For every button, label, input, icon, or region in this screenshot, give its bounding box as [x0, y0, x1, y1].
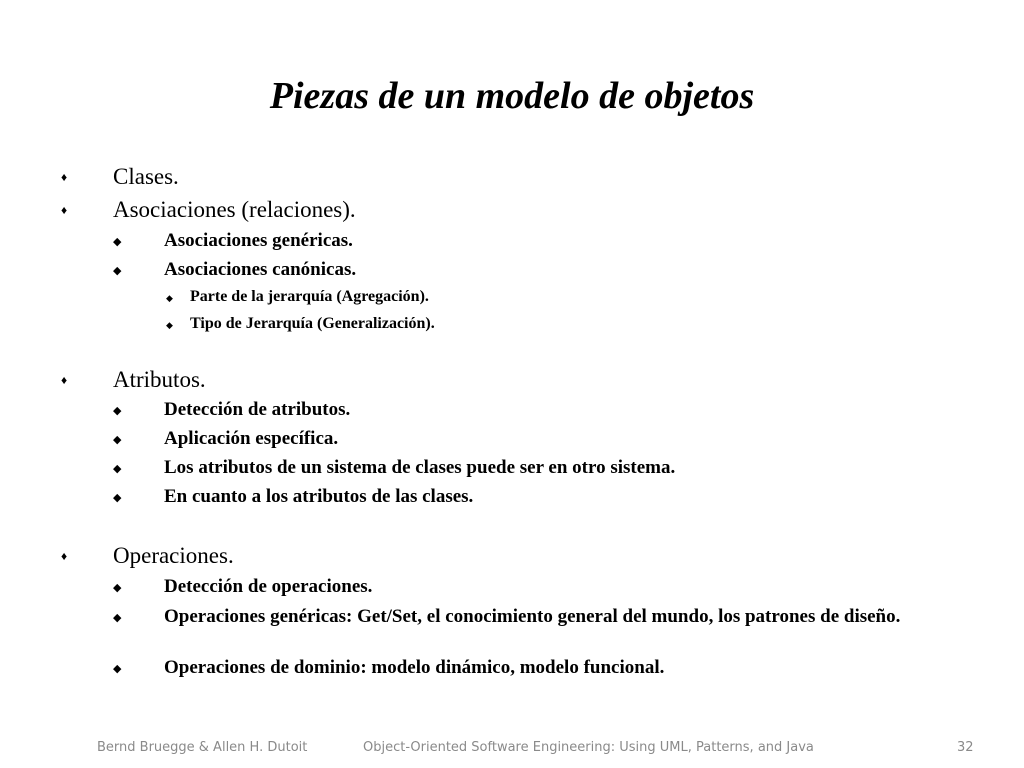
bullet-text: Asociaciones canónicas. — [164, 259, 357, 280]
bullet-text: Detección de operaciones. — [164, 576, 373, 597]
diamond-bullet-icon: ♦ — [61, 373, 68, 387]
bullet-text: Tipo de Jerarquía (Generalización). — [190, 315, 435, 332]
sub-bullet-item — [113, 576, 373, 598]
bullet-text: Aplicación específica. — [164, 428, 339, 449]
diamond-bullet-icon: ♦ — [61, 549, 68, 563]
bullet-text: Asociaciones (relaciones). — [113, 197, 356, 222]
bullet-text: Atributos. — [113, 367, 206, 392]
diamond-bullet-icon: ◆ — [113, 582, 122, 594]
sub-bullet-item — [113, 259, 357, 281]
diamond-bullet-icon: ◆ — [113, 612, 122, 624]
bullet-item-operaciones — [61, 543, 234, 569]
sub-sub-bullet-item — [166, 315, 435, 333]
diamond-bullet-icon: ♦ — [61, 170, 68, 184]
bullet-item-asociaciones — [61, 197, 356, 223]
diamond-bullet-icon: ♦ — [61, 203, 68, 217]
sub-bullet-item — [113, 399, 351, 421]
footer-authors: Bernd Bruegge & Allen H. Dutoit — [97, 740, 308, 755]
bullet-text: Operaciones de dominio: modelo dinámico, modelo funcional. — [164, 657, 665, 678]
bullet-text: Operaciones genéricas: Get/Set, el conocimiento general del mundo, los patrones de diseño. — [164, 606, 901, 627]
sub-sub-bullet-item — [166, 288, 429, 306]
sub-bullet-item — [113, 428, 339, 450]
bullet-item-clases — [61, 164, 179, 190]
slide-title: Piezas de un modelo de objetos — [269, 75, 755, 117]
bullet-text: Los atributos de un sistema de clases puede ser en otro sistema. — [164, 457, 676, 478]
sub-bullet-item — [113, 457, 676, 479]
diamond-bullet-icon: ◆ — [113, 236, 122, 248]
bullet-text: En cuanto a los atributos de las clases. — [164, 486, 474, 507]
bullet-text: Clases. — [113, 164, 179, 189]
diamond-bullet-icon: ◆ — [166, 293, 173, 303]
sub-bullet-item — [113, 606, 924, 628]
bullet-text: Asociaciones genéricas. — [164, 230, 353, 251]
bullet-item-atributos — [61, 367, 206, 393]
diamond-bullet-icon: ◆ — [166, 320, 173, 330]
sub-bullet-item — [113, 486, 474, 508]
footer-page-number: 32 — [957, 740, 974, 755]
sub-bullet-item — [113, 230, 353, 252]
diamond-bullet-icon: ◆ — [113, 463, 122, 475]
bullet-text: Detección de atributos. — [164, 399, 351, 420]
diamond-bullet-icon: ◆ — [113, 492, 122, 504]
diamond-bullet-icon: ◆ — [113, 434, 122, 446]
footer-book-title: Object-Oriented Software Engineering: Using UML, Patterns, and Java — [363, 740, 814, 755]
sub-bullet-item — [113, 657, 665, 679]
diamond-bullet-icon: ◆ — [113, 265, 122, 277]
diamond-bullet-icon: ◆ — [113, 663, 122, 675]
bullet-text: Parte de la jerarquía (Agregación). — [190, 288, 429, 305]
bullet-text: Operaciones. — [113, 543, 234, 568]
diamond-bullet-icon: ◆ — [113, 405, 122, 417]
